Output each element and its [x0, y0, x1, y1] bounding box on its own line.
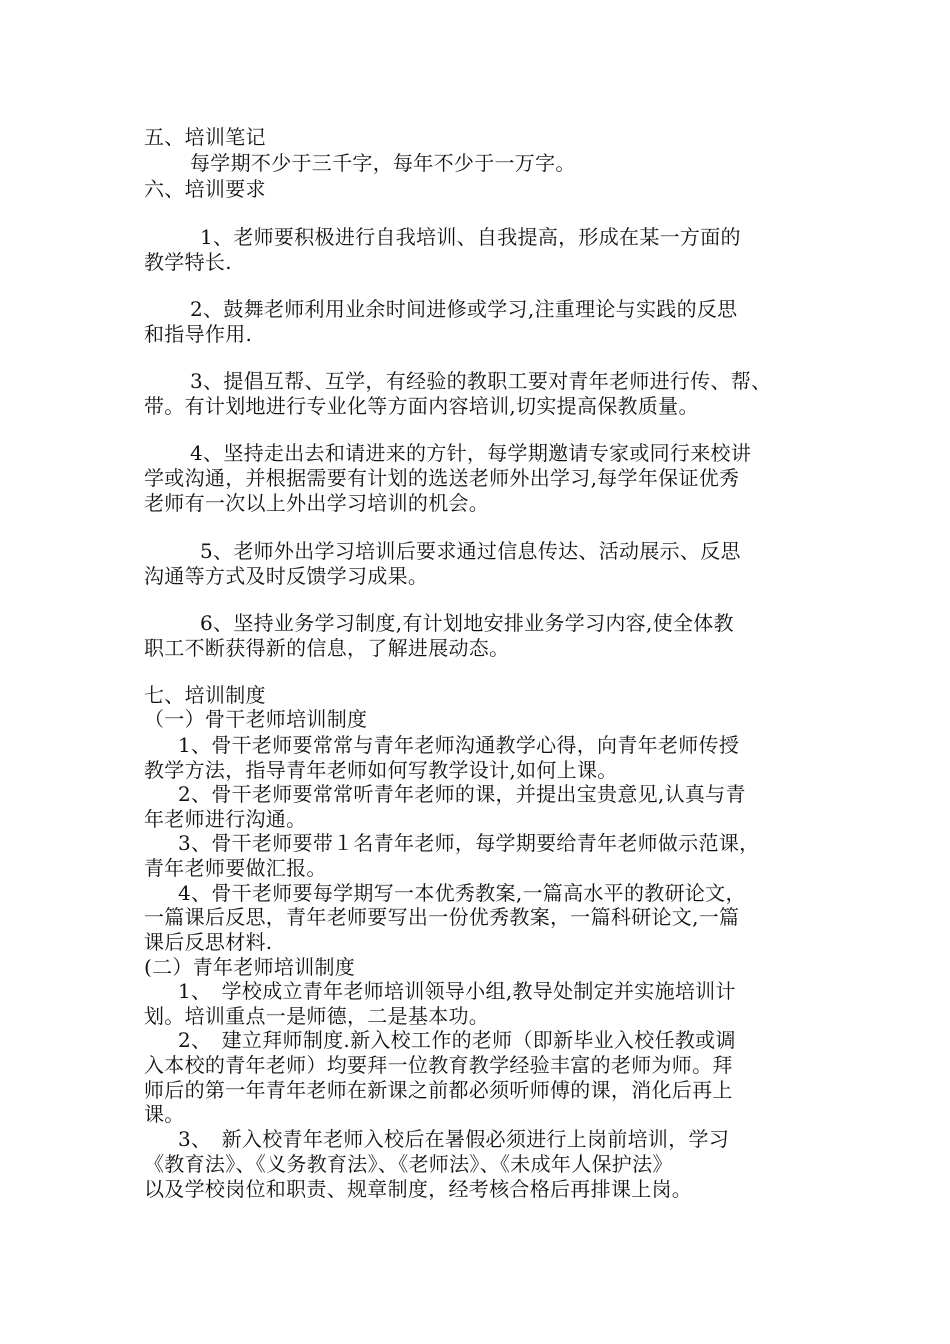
requirement-1-line-2: 教学特长. — [144, 250, 232, 274]
requirement-1-line-1: 1、老师要积极进行自我培训、自我提高，形成在某一方面的 — [200, 225, 741, 249]
subsection-1-heading: （一）骨干老师培训制度 — [144, 707, 368, 731]
young-teacher-rule-line: 1、 学校成立青年老师培训领导小组,教导处制定并实施培训计 — [178, 979, 736, 1003]
section-5-heading: 五、培训笔记 — [144, 125, 266, 149]
section-6-heading: 六、培训要求 — [144, 177, 266, 201]
backbone-rule-line: 青年老师要做汇报。 — [144, 856, 327, 880]
young-teacher-rule-line: 课。 — [144, 1102, 185, 1126]
backbone-rule-line: 年老师进行沟通。 — [144, 807, 307, 831]
requirement-5-line-1: 5、老师外出学习培训后要求通过信息传达、活动展示、反思 — [200, 539, 741, 563]
backbone-rule-line: 一篇课后反思，青年老师要写出一份优秀教案，一篇科研论文,一篇 — [144, 905, 740, 929]
requirement-3-line-1: 3、提倡互帮、互学，有经验的教职工要对青年老师进行传、帮、 — [190, 369, 772, 393]
young-teacher-rule-line: 以及学校岗位和职责、规章制度，经考核合格后再排课上岗。 — [144, 1177, 693, 1201]
backbone-rule-line: 4、骨干老师要每学期写一本优秀教案,一篇高水平的教研论文， — [178, 881, 746, 905]
requirement-3-line-2: 带。有计划地进行专业化等方面内容培训,切实提高保教质量。 — [144, 394, 699, 418]
subsection-2-heading: (二）青年老师培训制度 — [144, 955, 356, 979]
backbone-rule-line: 2、骨干老师要常常听青年老师的课，并提出宝贵意见,认真与青 — [178, 782, 746, 806]
requirement-4-line-3: 老师有一次以上外出学习培训的机会。 — [144, 491, 490, 515]
young-teacher-rule-line: 2、 建立拜师制度.新入校工作的老师（即新毕业入校任教或调 — [178, 1028, 736, 1052]
young-teacher-rule-line: 《教育法》、《义务教育法》、《老师法》、《未成年人保护法》 — [144, 1152, 673, 1176]
requirement-6-line-1: 6、坚持业务学习制度,有计划地安排业务学习内容,使全体教 — [200, 611, 734, 635]
young-teacher-rule-line: 师后的第一年青年老师在新课之前都必须听师傅的课，消化后再上 — [144, 1078, 733, 1102]
requirement-5-line-2: 沟通等方式及时反馈学习成果。 — [144, 564, 429, 588]
section-5-body: 每学期不少于三千字，每年不少于一万字。 — [190, 151, 576, 175]
backbone-rule-line: 3、骨干老师要带１名青年老师，每学期要给青年老师做示范课， — [178, 831, 760, 855]
backbone-rule-line: 1、骨干老师要常常与青年老师沟通教学心得，向青年老师传授 — [178, 733, 740, 757]
section-7-heading: 七、培训制度 — [144, 683, 266, 707]
young-teacher-rule-line: 3、 新入校青年老师入校后在暑假必须进行上岗前培训，学习 — [178, 1127, 730, 1151]
requirement-4-line-1: 4、坚持走出去和请进来的方针，每学期邀请专家或同行来校讲 — [190, 441, 752, 465]
requirement-2-line-2: 和指导作用. — [144, 322, 253, 346]
young-teacher-rule-line: 划。培训重点一是师德，二是基本功。 — [144, 1004, 490, 1028]
backbone-rule-line: 教学方法，指导青年老师如何写教学设计,如何上课。 — [144, 758, 618, 782]
young-teacher-rule-line: 入本校的青年老师）均要拜一位教育教学经验丰富的老师为师。拜 — [144, 1053, 733, 1077]
requirement-2-line-1: 2、鼓舞老师利用业余时间进修或学习,注重理论与实践的反思 — [190, 297, 738, 321]
backbone-rule-line: 课后反思材料. — [144, 930, 273, 954]
requirement-6-line-2: 职工不断获得新的信息，了解进展动态。 — [144, 636, 510, 660]
requirement-4-line-2: 学或沟通，并根据需要有计划的选送老师外出学习,每学年保证优秀 — [144, 466, 740, 490]
